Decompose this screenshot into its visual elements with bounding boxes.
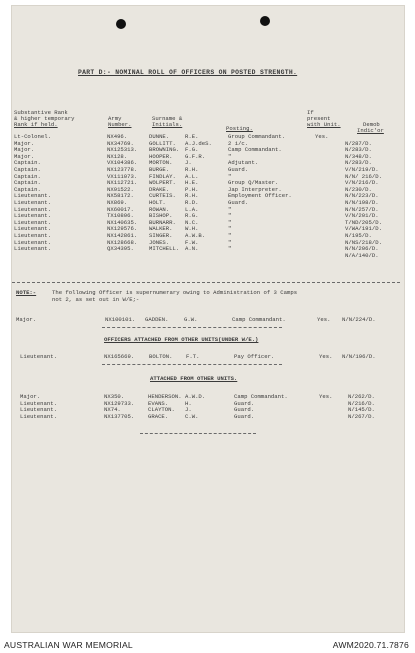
cell-name: DUNNE. (149, 133, 170, 140)
section-divider (12, 282, 400, 283)
cell-posting: " (228, 212, 232, 220)
cell-number: NX128668. (107, 238, 138, 246)
cell-initials: G.F.R. (185, 152, 206, 160)
cell-name: MORTON. (149, 159, 173, 167)
cell-present: Yes. (317, 316, 331, 323)
cell-name: DRAKE. (149, 185, 170, 193)
header-present-2: present (307, 115, 331, 122)
cell-demob: N/N/ 216/D. (345, 172, 382, 180)
cell-initials: A.J.deS. (185, 139, 212, 147)
section-under-we-heading: OFFICERS ATTACHED FROM OTHER UNITS(UNDER W/E.) (104, 336, 259, 343)
header-demob-1: Demob (363, 121, 380, 128)
cell-posting: Camp Commandant. (234, 393, 288, 400)
section-attached-heading: ATTACHED FROM OTHER UNITS. (150, 375, 238, 382)
cell-number: TX10806. (107, 212, 134, 220)
cell-posting: " (228, 238, 232, 246)
cell-initials: W.H. (185, 225, 199, 233)
cell-name: HOLT. (149, 199, 166, 206)
cell-demob: N/A/140/D. (345, 251, 379, 259)
cell-demob: V/N/201/D. (345, 212, 379, 220)
cell-posting: Guard. (234, 406, 255, 414)
cell-rank: Lieutenant. (14, 199, 51, 206)
cell-demob: N/262/D. (348, 393, 375, 400)
cell-rank: Lieutenant. (20, 353, 57, 360)
cell-demob: N/283/D. (345, 146, 372, 154)
cell-initials: A.N. (185, 245, 199, 253)
cell-name: JONES. (149, 238, 170, 246)
cell-initials: C.W. (185, 412, 199, 420)
cell-surname: GADDEN. (145, 316, 169, 323)
header-rank-1: Substantive Rank (14, 109, 68, 116)
cell-name: HENDERSON. (148, 393, 182, 400)
note-label: NOTE:- (16, 289, 37, 296)
cell-name: CLAYTON. (148, 406, 175, 414)
cell-rank: Lt-Colonel. (14, 133, 51, 140)
cell-number: NX74. (104, 406, 121, 414)
cell-demob: N/N/223/D. (345, 192, 379, 200)
note-underline (102, 327, 282, 328)
cell-demob: N/348/D. (345, 152, 372, 160)
attached-underline (140, 433, 256, 434)
note-line-1: The following Officer is supernumerary owing to Administration of 3 Camps (52, 289, 298, 296)
cell-posting: " (228, 218, 232, 226)
cell-initials: H. (185, 399, 192, 407)
cell-rank: Captain. (14, 166, 41, 173)
archive-footer (0, 637, 415, 653)
cell-demob: N/N/206/D. (345, 245, 379, 253)
cell-initials: J. (185, 406, 192, 414)
cell-name: BURGE. (149, 166, 170, 173)
cell-initials: P.H. (185, 185, 199, 193)
cell-initials: R.H. (185, 192, 199, 200)
cell-initials: A.W.B. (185, 232, 206, 239)
cell-rank: Lieutenant. (20, 406, 57, 414)
cell-demob: N/267/D. (348, 412, 375, 420)
cell-demob: N/N/196/D. (342, 353, 376, 360)
cell-rank: Lieutenant. (14, 245, 51, 253)
header-present-1: If (307, 109, 314, 116)
cell-rank: Major. (14, 139, 35, 147)
cell-number: NX869. (107, 199, 128, 206)
cell-name: WALKER. (149, 225, 173, 233)
punch-hole-left-icon (116, 19, 126, 29)
footer-catalogue-number: AWM2020.71.7876 (332, 640, 409, 650)
cell-posting: " (228, 232, 232, 239)
cell-number: NX496. (107, 133, 128, 140)
cell-name: GRACE. (148, 412, 169, 420)
cell-initials: F.W. (185, 238, 199, 246)
cell-number: NX60017. (107, 205, 134, 213)
cell-demob: N/N/224/D. (342, 316, 376, 323)
cell-posting: " (228, 172, 232, 180)
cell-number: NX125313. (107, 146, 138, 154)
cell-name: WOLPERT. (149, 179, 176, 187)
document-title: PART D:- NOMINAL ROLL OF OFFICERS ON POSTED STRENGTH. (78, 69, 298, 76)
cell-rank: Captain. (14, 159, 41, 167)
cell-demob: N/N/198/D. (345, 199, 379, 206)
header-surname-1: Surname & (152, 115, 183, 122)
cell-rank: Lieutenant. (14, 218, 51, 226)
cell-name: HOOPER. (149, 152, 173, 160)
cell-posting: " (228, 205, 232, 213)
cell-initials: J. (185, 159, 192, 167)
cell-demob: N/145/D. (348, 406, 375, 414)
cell-rank: Lieutenant. (14, 212, 51, 220)
cell-rank: Lieutenant. (14, 192, 51, 200)
cell-number: NX100101. (105, 316, 136, 323)
cell-initials: A.L. (185, 172, 199, 180)
cell-posting: Guard. (234, 412, 255, 420)
cell-rank: Major. (16, 316, 37, 323)
cell-present: Yes. (315, 133, 329, 140)
cell-number: NX91522. (107, 185, 134, 193)
cell-number: NX137705. (104, 412, 135, 420)
cell-rank: Lieutenant. (20, 399, 57, 407)
cell-name: SINGER. (149, 232, 173, 239)
cell-rank: Captain. (14, 172, 41, 180)
note-line-2: not 2, as set out in W/E;- (52, 296, 140, 303)
cell-posting: Camp Commandant. (228, 146, 282, 154)
cell-demob: N/195/D. (345, 232, 372, 239)
header-army-1: Army (108, 115, 122, 122)
cell-demob: N/287/D. (345, 139, 372, 147)
cell-rank: Major. (20, 393, 41, 400)
cell-rank: Captain. (14, 179, 41, 187)
cell-posting: Guard. (228, 199, 249, 206)
cell-initials: F.G. (185, 146, 199, 154)
cell-demob: N/N/257/D. (345, 205, 379, 213)
cell-demob: N/NS/218/D. (345, 238, 382, 246)
header-present-3: with Unit. (307, 121, 341, 128)
cell-present: Yes. (319, 353, 333, 360)
cell-name: CURTEIS. (149, 192, 176, 200)
cell-demob: V/N/219/D. (345, 166, 379, 173)
cell-rank: Lieutenant. (14, 205, 51, 213)
cell-initials: G.W. (184, 316, 198, 323)
header-army-2: Number. (108, 121, 132, 128)
document-sheet (12, 6, 404, 632)
cell-posting: Pay Officer. (234, 353, 275, 360)
cell-number: NX34769. (107, 139, 134, 147)
cell-posting: Adjutant. (228, 159, 259, 167)
cell-posting: Guard. (234, 399, 255, 407)
cell-initials: A.W.D. (185, 393, 206, 400)
cell-number: NX129576. (107, 225, 138, 233)
cell-name: GOLLITT. (149, 139, 176, 147)
cell-name: BURNARR. (149, 218, 176, 226)
cell-posting: Group Q/Master. (228, 179, 279, 187)
cell-name: EVANS. (148, 399, 169, 407)
cell-demob: N/216/D. (348, 399, 375, 407)
cell-rank: Major. (14, 146, 35, 154)
cell-number: VX111073. (107, 172, 138, 180)
header-surname-2: Initials. (152, 121, 183, 128)
cell-posting: Camp Commandant. (232, 316, 286, 323)
cell-rank: Lieutenant. (14, 238, 51, 246)
cell-rank: Lieutenant. (14, 232, 51, 239)
cell-present: Yes. (319, 393, 333, 400)
cell-initials: R.G. (185, 212, 199, 220)
cell-number: NX129733. (104, 399, 135, 407)
header-demob-2: Indic'or (357, 127, 384, 134)
header-rank-3: Rank if held. (14, 121, 58, 128)
cell-posting: Employment Officer. (228, 192, 292, 200)
cell-name: BISHOP. (149, 212, 173, 220)
cell-posting: 2 i/c. (228, 139, 249, 147)
cell-number: NX140635. (107, 218, 138, 226)
cell-number: NX350. (104, 393, 125, 400)
cell-initials: L.A. (185, 205, 199, 213)
header-posting: Posting. (226, 125, 253, 132)
cell-number: NX112721. (107, 179, 138, 187)
cell-name: ROWAN. (149, 205, 170, 213)
under-we-underline (102, 364, 282, 365)
cell-initials: N.C. (185, 218, 199, 226)
cell-rank: Major. (14, 152, 35, 160)
cell-rank: Lieutenant. (20, 412, 57, 420)
cell-demob: N/230/D. (345, 185, 372, 193)
cell-demob: V/WA/191/D. (345, 225, 382, 233)
footer-institution: AUSTRALIAN WAR MEMORIAL (4, 640, 133, 650)
cell-demob: T/ND/205/D. (345, 218, 382, 226)
cell-rank: Lieutenant. (14, 225, 51, 233)
cell-number: QX34395. (107, 245, 134, 253)
cell-surname: BOLTON. (149, 353, 173, 360)
cell-posting: Guard. (228, 166, 249, 173)
cell-name: FINDLAY. (149, 172, 176, 180)
cell-posting: Group Commandant. (228, 133, 286, 140)
cell-posting: " (228, 225, 232, 233)
cell-initials: R.D. (185, 199, 199, 206)
cell-demob: N/283/D. (345, 159, 372, 167)
cell-demob: V/N/216/D. (345, 179, 379, 187)
cell-number: NX142861. (107, 232, 138, 239)
cell-name: MITCHELL. (149, 245, 180, 253)
header-rank-2: & higher temporary (14, 115, 75, 122)
cell-posting: Jap Interpreter. (228, 185, 282, 193)
cell-posting: " (228, 245, 232, 253)
cell-number: NX58172. (107, 192, 134, 200)
cell-initials: F.T. (186, 353, 200, 360)
cell-rank: Captain. (14, 185, 41, 193)
cell-name: BROWNING. (149, 146, 180, 154)
cell-initials: H.E. (185, 179, 199, 187)
cell-number: NX128. (107, 152, 128, 160)
cell-posting: " (228, 152, 232, 160)
cell-number: VX104386. (107, 159, 138, 167)
cell-initials: R.H. (185, 166, 199, 173)
cell-initials: R.E. (185, 133, 199, 140)
cell-number: NX123778. (107, 166, 138, 173)
cell-number: NX165669. (104, 353, 135, 360)
punch-hole-right-icon (260, 16, 270, 26)
